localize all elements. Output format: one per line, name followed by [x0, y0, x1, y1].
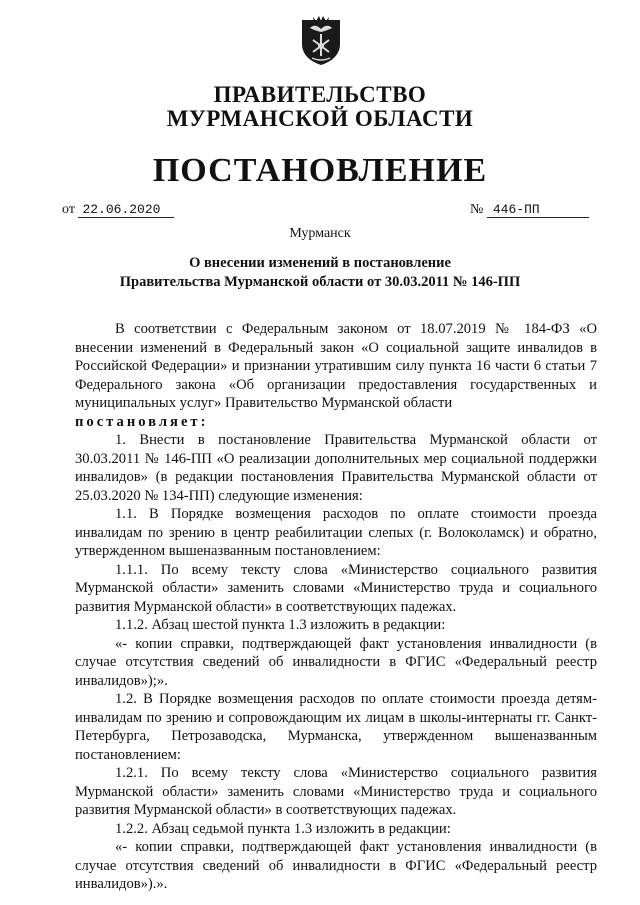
city-name: Мурманск	[289, 226, 351, 241]
document-type-title: ПОСТАНОВЛЕНИЕ	[152, 152, 488, 189]
document-body	[75, 320, 597, 894]
paragraph-1-1-2-quote: «- копии справки, подтверждающей факт установления инвалидности (в случае отсутствия сведений об инвалидности в ФГИС «Федеральный реестр инвалидов»);».	[75, 635, 597, 689]
paragraph-1-1-2: 1.1.2. Абзац шестой пункта 1.3 изложить в редакции:	[115, 617, 446, 633]
paragraph-1-2: 1.2. В Порядке возмещения расходов по оплате стоимости проезда детям-инвалидам по зрению и сопровождающим их лицам в школы-интернаты гг. Санкт-Петербурга, Петрозаводска, Мурманска, утвержденном вышеназванным постановлением:	[75, 691, 597, 763]
paragraph-1-2-1: 1.2.1. По всему тексту слова «Министерство социального развития Мурманской области» заменить словами «Министерство труда и социального развития Мурманской области» в соответствующих падежах.	[75, 765, 597, 818]
paragraph-1-2-2-quote: «- копии справки, подтверждающей факт установления инвалидности (в случае отсутствия сведений об инвалидности в ФГИС «Федеральный реестр инвалидов»).».	[75, 839, 597, 892]
paragraph-1-2-2: 1.2.2. Абзац седьмой пункта 1.3 изложить в редакции:	[115, 820, 451, 837]
subject-line1: О внесении изменений в постановление	[189, 255, 451, 271]
paragraph-1-1: 1.1. В Порядке возмещения расходов по оплате стоимости проезда инвалидам по зрению в центр реабилитации слепых (г. Волоколамск) и обратно, утвержденном вышеназванным постановлением:	[75, 506, 597, 559]
paragraph-1-1-1: 1.1.1. По всему тексту слова «Министерство социального развития Мурманской области» заменить словами «Министерство труда и социального развития Мурманской области» в соответствующих падежах.	[75, 561, 597, 615]
subject-line2: Правительства Мурманской области от 30.03.2011 № 146-ПП	[119, 274, 521, 290]
coat-of-arms-icon	[300, 14, 342, 66]
document-number	[470, 202, 589, 218]
number-prefix: №	[470, 202, 484, 217]
date-value: 22.06.2020	[78, 202, 174, 218]
government-name-line1: ПРАВИТЕЛЬСТВО	[213, 82, 427, 107]
intro-paragraph: В соответствии с Федеральным законом от 18.07.2019 № 184-ФЗ «О внесении изменений в Федеральный закон «О социальной защите инвалидов в Российской Федерации» и признании утратившим силу пункта 16 части 6 статьи 7 Федерального закона «Об организации предоставления государственных и муниципальных услуг» Правительство Мурманской области	[75, 321, 597, 411]
government-name-line2: МУРМАНСКОЙ ОБЛАСТИ	[166, 106, 474, 131]
number-value: 446-ПП	[487, 202, 589, 218]
date-prefix: от	[62, 202, 75, 217]
paragraph-1: 1. Внести в постановление Правительства Мурманской области от 30.03.2011 № 146-ПП «О реализации дополнительных мер социальной поддержки инвалидов» (в редакции постановления Правительства Мурманской области от 25.03.2020 № 134-ПП) следующие изменения:	[75, 432, 597, 504]
document-date	[62, 202, 174, 218]
resolves-word: постановляет:	[75, 413, 209, 430]
